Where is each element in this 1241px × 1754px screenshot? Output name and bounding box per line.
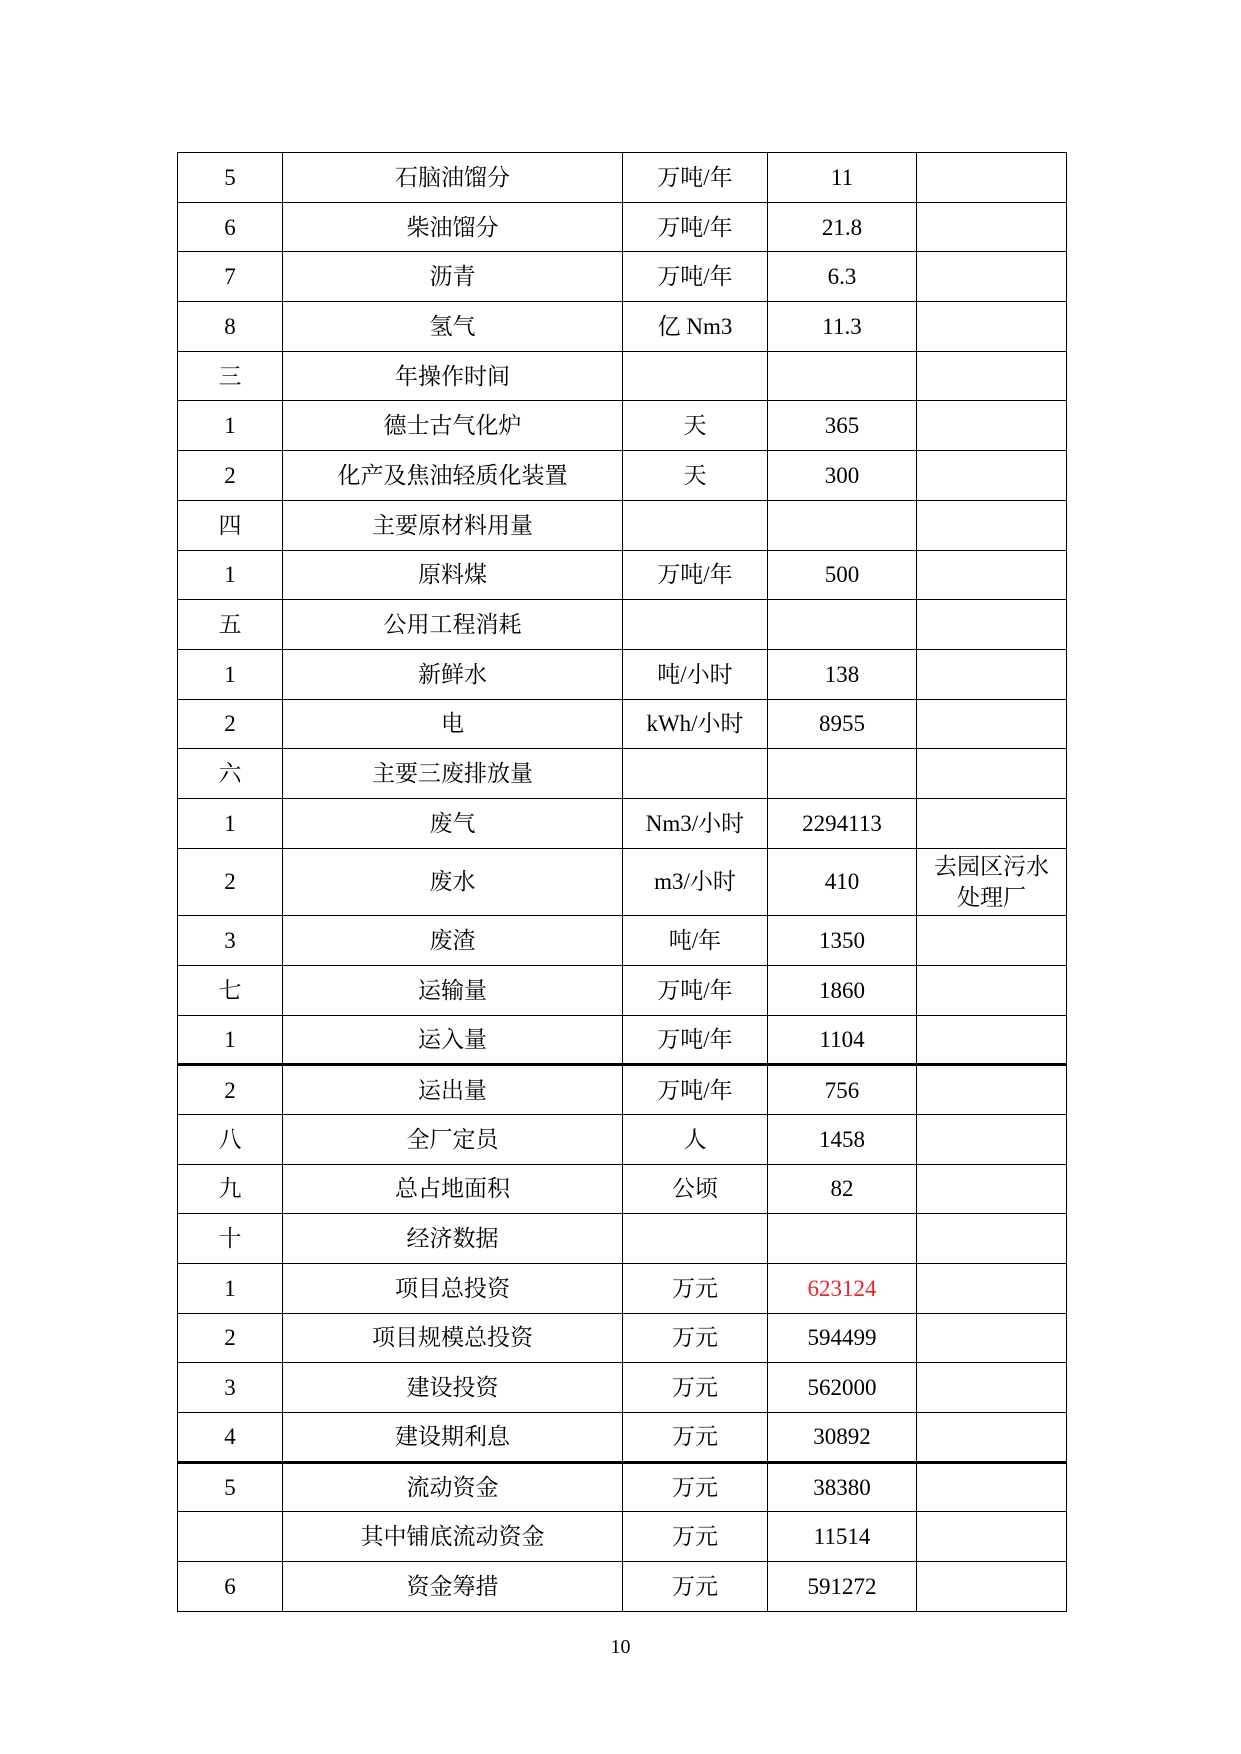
cell-number: 五	[178, 600, 283, 650]
table-row	[178, 1015, 1067, 1065]
cell-value: 365	[768, 401, 917, 451]
cell-value: 8955	[768, 699, 917, 749]
table-row	[178, 916, 1067, 966]
cell-value: 594499	[768, 1313, 917, 1363]
cell-note	[917, 401, 1067, 451]
table-row	[178, 252, 1067, 302]
cell-item-name: 运出量	[283, 1065, 623, 1115]
cell-value: 82	[768, 1164, 917, 1214]
cell-unit	[623, 1214, 768, 1264]
cell-note	[917, 916, 1067, 966]
cell-number: 4	[178, 1413, 283, 1463]
table-row	[178, 500, 1067, 550]
table-row	[178, 550, 1067, 600]
project-data-table	[177, 152, 1067, 1612]
cell-item-name: 项目总投资	[283, 1263, 623, 1313]
cell-number: 八	[178, 1114, 283, 1164]
cell-number: 1	[178, 1015, 283, 1065]
cell-number: 十	[178, 1214, 283, 1264]
cell-note	[917, 1413, 1067, 1463]
cell-number: 5	[178, 153, 283, 203]
table-row	[178, 1065, 1067, 1115]
table-row	[178, 1413, 1067, 1463]
cell-number: 四	[178, 500, 283, 550]
cell-value: 1104	[768, 1015, 917, 1065]
cell-item-name: 废渣	[283, 916, 623, 966]
table-row	[178, 1263, 1067, 1313]
cell-unit: 万元	[623, 1413, 768, 1463]
cell-unit: 万元	[623, 1363, 768, 1413]
cell-number: 1	[178, 401, 283, 451]
cell-item-name: 经济数据	[283, 1214, 623, 1264]
cell-item-name: 全厂定员	[283, 1114, 623, 1164]
cell-value: 410	[768, 848, 917, 916]
cell-unit	[623, 351, 768, 401]
cell-value	[768, 500, 917, 550]
cell-unit: 万元	[623, 1462, 768, 1512]
cell-note	[917, 600, 1067, 650]
cell-value: 11	[768, 153, 917, 203]
cell-number	[178, 1512, 283, 1562]
cell-item-name: 运入量	[283, 1015, 623, 1065]
table-row	[178, 749, 1067, 799]
cell-item-name: 氢气	[283, 302, 623, 352]
cell-number: 3	[178, 1363, 283, 1413]
cell-item-name: 流动资金	[283, 1462, 623, 1512]
table-row	[178, 1114, 1067, 1164]
cell-number: 六	[178, 749, 283, 799]
cell-unit	[623, 749, 768, 799]
cell-note	[917, 302, 1067, 352]
cell-item-name: 石脑油馏分	[283, 153, 623, 203]
cell-unit: 万元	[623, 1562, 768, 1612]
table-row	[178, 451, 1067, 501]
table-row	[178, 649, 1067, 699]
cell-item-name: 原料煤	[283, 550, 623, 600]
cell-unit: 万元	[623, 1512, 768, 1562]
cell-unit: 人	[623, 1114, 768, 1164]
cell-value: 38380	[768, 1462, 917, 1512]
cell-value	[768, 749, 917, 799]
cell-value: 1860	[768, 965, 917, 1015]
cell-note	[917, 1065, 1067, 1115]
table-row	[178, 1462, 1067, 1512]
cell-note	[917, 1114, 1067, 1164]
cell-note	[917, 1313, 1067, 1363]
cell-item-name: 电	[283, 699, 623, 749]
cell-value: 11.3	[768, 302, 917, 352]
cell-number: 九	[178, 1164, 283, 1214]
cell-note	[917, 202, 1067, 252]
cell-note	[917, 1263, 1067, 1313]
cell-number: 2	[178, 451, 283, 501]
cell-item-name: 主要三废排放量	[283, 749, 623, 799]
cell-number: 三	[178, 351, 283, 401]
cell-value: 11514	[768, 1512, 917, 1562]
cell-note	[917, 798, 1067, 848]
cell-number: 1	[178, 1263, 283, 1313]
cell-note	[917, 1015, 1067, 1065]
table-row	[178, 848, 1067, 916]
table-body	[178, 153, 1067, 1612]
cell-item-name: 化产及焦油轻质化装置	[283, 451, 623, 501]
cell-item-name: 总占地面积	[283, 1164, 623, 1214]
cell-note	[917, 1512, 1067, 1562]
cell-number: 2	[178, 1313, 283, 1363]
cell-note	[917, 965, 1067, 1015]
cell-note	[917, 451, 1067, 501]
cell-number: 2	[178, 1065, 283, 1115]
cell-value: 1350	[768, 916, 917, 966]
cell-number: 1	[178, 550, 283, 600]
cell-value: 6.3	[768, 252, 917, 302]
table-row	[178, 401, 1067, 451]
cell-unit: 万吨/年	[623, 153, 768, 203]
cell-value: 1458	[768, 1114, 917, 1164]
cell-unit: 天	[623, 401, 768, 451]
cell-number: 1	[178, 649, 283, 699]
cell-note	[917, 1214, 1067, 1264]
cell-note	[917, 1562, 1067, 1612]
cell-note	[917, 550, 1067, 600]
cell-unit: m3/小时	[623, 848, 768, 916]
cell-number: 七	[178, 965, 283, 1015]
cell-unit: 万吨/年	[623, 1065, 768, 1115]
table-row	[178, 1512, 1067, 1562]
cell-item-name: 废气	[283, 798, 623, 848]
cell-item-name: 项目规模总投资	[283, 1313, 623, 1363]
cell-unit: 吨/年	[623, 916, 768, 966]
cell-value: 756	[768, 1065, 917, 1115]
cell-item-name: 柴油馏分	[283, 202, 623, 252]
cell-item-name: 公用工程消耗	[283, 600, 623, 650]
cell-unit: 万元	[623, 1263, 768, 1313]
cell-item-name: 德士古气化炉	[283, 401, 623, 451]
cell-value	[768, 1214, 917, 1264]
cell-item-name: 新鲜水	[283, 649, 623, 699]
cell-unit: 吨/小时	[623, 649, 768, 699]
page-number: 10	[610, 1636, 631, 1658]
cell-unit: 万吨/年	[623, 965, 768, 1015]
cell-unit	[623, 500, 768, 550]
cell-number: 3	[178, 916, 283, 966]
cell-unit: 万吨/年	[623, 1015, 768, 1065]
cell-value: 138	[768, 649, 917, 699]
table-row	[178, 600, 1067, 650]
cell-unit: 万吨/年	[623, 550, 768, 600]
cell-number: 5	[178, 1462, 283, 1512]
cell-note	[917, 649, 1067, 699]
cell-note	[917, 749, 1067, 799]
cell-unit: kWh/小时	[623, 699, 768, 749]
cell-note	[917, 351, 1067, 401]
cell-number: 7	[178, 252, 283, 302]
cell-note: 去园区污水处理厂	[917, 848, 1067, 916]
cell-item-name: 主要原材料用量	[283, 500, 623, 550]
cell-item-name: 其中铺底流动资金	[283, 1512, 623, 1562]
cell-value: 2294113	[768, 798, 917, 848]
cell-value: 623124	[768, 1263, 917, 1313]
table-row	[178, 1164, 1067, 1214]
cell-unit: 万元	[623, 1313, 768, 1363]
cell-unit: Nm3/小时	[623, 798, 768, 848]
table-row	[178, 302, 1067, 352]
cell-unit: 万吨/年	[623, 252, 768, 302]
cell-value: 562000	[768, 1363, 917, 1413]
cell-item-name: 运输量	[283, 965, 623, 1015]
cell-number: 1	[178, 798, 283, 848]
cell-note	[917, 1462, 1067, 1512]
cell-unit: 天	[623, 451, 768, 501]
table-row	[178, 1313, 1067, 1363]
table-row	[178, 202, 1067, 252]
cell-value: 21.8	[768, 202, 917, 252]
cell-value: 500	[768, 550, 917, 600]
table-row	[178, 699, 1067, 749]
cell-number: 8	[178, 302, 283, 352]
cell-item-name: 建设投资	[283, 1363, 623, 1413]
cell-note	[917, 1363, 1067, 1413]
cell-value: 300	[768, 451, 917, 501]
cell-number: 6	[178, 202, 283, 252]
cell-unit: 公顷	[623, 1164, 768, 1214]
cell-number: 2	[178, 699, 283, 749]
cell-item-name: 建设期利息	[283, 1413, 623, 1463]
cell-note	[917, 1164, 1067, 1214]
table-row	[178, 1562, 1067, 1612]
cell-note	[917, 699, 1067, 749]
cell-value: 591272	[768, 1562, 917, 1612]
table-row	[178, 965, 1067, 1015]
cell-note	[917, 153, 1067, 203]
cell-note	[917, 252, 1067, 302]
table-row	[178, 1214, 1067, 1264]
cell-value	[768, 600, 917, 650]
cell-item-name: 废水	[283, 848, 623, 916]
table-row	[178, 1363, 1067, 1413]
cell-unit: 万吨/年	[623, 202, 768, 252]
table-row	[178, 153, 1067, 203]
cell-value	[768, 351, 917, 401]
table-row	[178, 798, 1067, 848]
cell-unit	[623, 600, 768, 650]
cell-item-name: 年操作时间	[283, 351, 623, 401]
cell-item-name: 资金筹措	[283, 1562, 623, 1612]
cell-number: 2	[178, 848, 283, 916]
cell-value: 30892	[768, 1413, 917, 1463]
table-row	[178, 351, 1067, 401]
cell-item-name: 沥青	[283, 252, 623, 302]
cell-note	[917, 500, 1067, 550]
cell-unit: 亿 Nm3	[623, 302, 768, 352]
cell-number: 6	[178, 1562, 283, 1612]
